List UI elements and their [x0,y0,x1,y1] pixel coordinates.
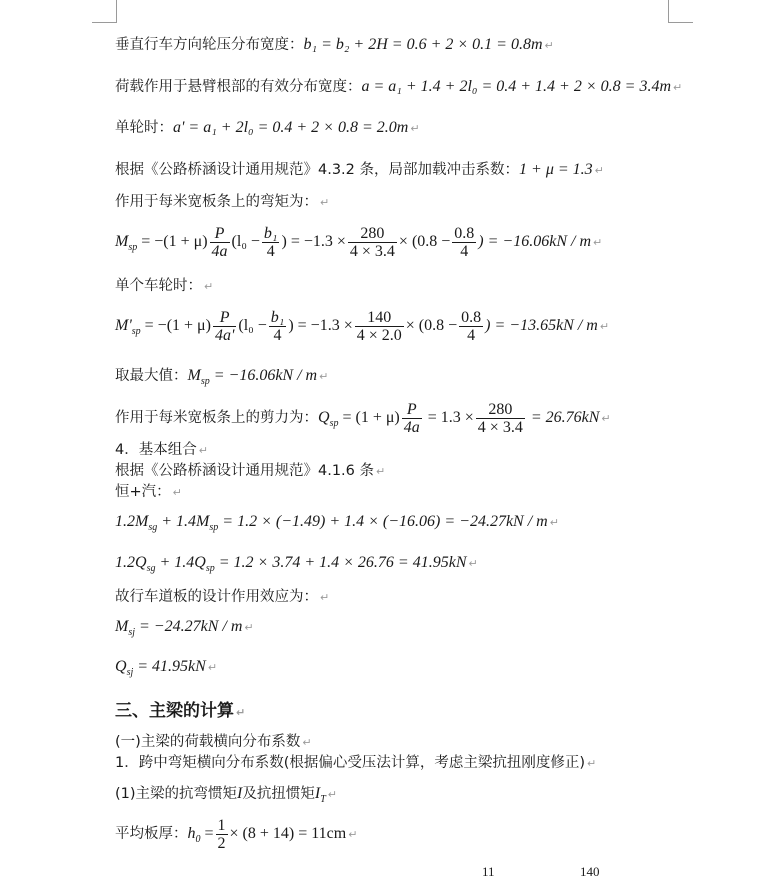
formula-design-shear: $Q_{sj} = 41.95kN$ ↵ [115,658,218,678]
cutoff-fragment-left: 11 [482,864,495,879]
fraction: $\frac{140}{4 \times 2.0}$ [356,308,402,344]
formula-combined-moment: $1.2M_{sg} + 1.4M_{sp} = 1.2 \times (-1.49) + 1.4 \times (-16.06) = -24.27kN / m$ ↵ [115,513,559,533]
line-design-effect: 故行车道板的设计作用效应为： ↵ [115,589,330,605]
formula-a-prime: a' = a₁ + 2l₀ = 0.4 + 2 × 0.8 = 2.0m [173,119,409,136]
fraction: $\frac{1}{2}$ [217,816,226,852]
formula-shear-qsp: $Q_{sp} = (1 + \mu)$ $\frac{P}{4a}$ = 1.3 × $\frac{280}{4 \times 3.4}$ = 26.76kN [318,400,600,436]
line-wheel-width: 垂直行车方向轮压分布宽度：b₁ = b₂ + 2H = 0.6 + 2 × 0.1 = 0.8m ↵ [115,36,554,53]
fraction: $\frac{280}{4 \times 3.4}$ [349,224,395,260]
formula-moment-msp-prime: $M'_{sp} = -(1 + \mu)$ $\frac{P}{4a'}$ (l₀ − $\frac{\text{b₁}}{4}$ ) = −1.3 × $\frac{140}{4 \times 2.0}$ × (0.8 − $\frac{0.8}{4}$ ) = −13.65kN / m ↵ [115,308,610,344]
fraction: $\frac{0.8}{4}$ [461,308,482,344]
line-single-wheel-intro: 单个车轮时： ↵ [115,278,214,294]
subsection-load-distribution: (一)主梁的荷载横向分布系数 ↵ [115,734,312,750]
page-corner-mark-left [92,0,117,23]
line-code-reference: 根据《公路桥涵设计通用规范》4.1.6 条 ↵ [115,463,386,479]
fraction: $\frac{280}{4 \times 3.4}$ [477,400,523,436]
cutoff-fragment-right: 140 [580,864,600,879]
paragraph-mark: ↵ [544,39,554,52]
fraction: $\frac{0.8}{4}$ [454,224,475,260]
fraction: $\frac{P}{4a}$ [211,224,228,260]
line-shear-force: 作用于每米宽板条上的剪力为：$Q_{sp} = (1 + \mu)$ $\frac{P}{4a}$ = 1.3 × $\frac{280}{4 \times 3.4}$ = 26.76kN ↵ [115,400,611,436]
page-corner-mark-right [668,0,693,23]
fraction: $\frac{\text{b₁}}{4}$ [263,224,278,260]
line-moment-intro: 作用于每米宽板条上的弯矩为： ↵ [115,194,330,210]
section-heading-main-beam: 三、主梁的计算 ↵ [115,701,246,721]
line-effective-width: 荷载作用于悬臂根部的有效分布宽度：a = a₁ + 1.4 + 2l₀ = 0.4 + 1.4 + 2 × 0.8 = 3.4m ↵ [115,78,683,95]
line-midspan-coefficient: 1．跨中弯矩横向分布系数(根据偏心受压法计算，考虑主梁抗扭刚度修正) ↵ [115,755,597,771]
line-impact-factor: 根据《公路桥涵设计通用规范》4.3.2 条，局部加载冲击系数：1 + μ = 1.3 ↵ [115,161,604,178]
section-basic-combination: 4．基本组合 ↵ [115,442,208,458]
line-inertia-moments: (1)主梁的抗弯惯矩I及抗扭惯矩$I_T$ ↵ [115,785,337,805]
fraction: $\frac{P}{4a'}$ [214,308,235,344]
formula-a: a = a₁ + 1.4 + 2l₀ = 0.4 + 1.4 + 2 × 0.8 = 3.4m [361,78,671,95]
line-dead-plus-vehicle: 恒+汽： ↵ [115,484,182,500]
formula-b1: b₁ = b₂ + 2H = 0.6 + 2 × 0.1 = 0.8m [303,36,543,53]
formula-impact: 1 + μ = 1.3 [519,161,593,178]
line-max-value: 取最大值：$M_{sp} = -16.06kN / m$ ↵ [115,367,329,387]
line-average-thickness: 平均板厚：$h_0$ = $\frac{1}{2}$ × (8 + 14) = 11cm ↵ [115,816,358,852]
formula-h0: $h_0$ = $\frac{1}{2}$ × (8 + 14) = 11cm [187,816,347,852]
formula-combined-shear: $1.2Q_{sg} + 1.4Q_{sp} = 1.2 \times 3.74 + 1.4 \times 26.76 = 41.95kN$ ↵ [115,554,478,574]
formula-design-moment: $M_{sj} = -24.27kN / m$ ↵ [115,618,254,638]
fraction: $\frac{P}{4a}$ [403,400,420,436]
fraction: $\frac{\text{b₁}}{4}$ [270,308,285,344]
formula-moment-msp: $M_{sp} = -(1 + \mu)$ $\frac{P}{4a}$ (l₀ − $\frac{\text{b₁}}{4}$ ) = −1.3 × $\frac{280}{4 \times 3.4}$ × (0.8 − $\frac{0.8}{4}$ ) = −16.06kN / m ↵ [115,224,603,260]
line-single-wheel: 单轮时：a' = a₁ + 2l₀ = 0.4 + 2 × 0.8 = 2.0m ↵ [115,119,420,136]
